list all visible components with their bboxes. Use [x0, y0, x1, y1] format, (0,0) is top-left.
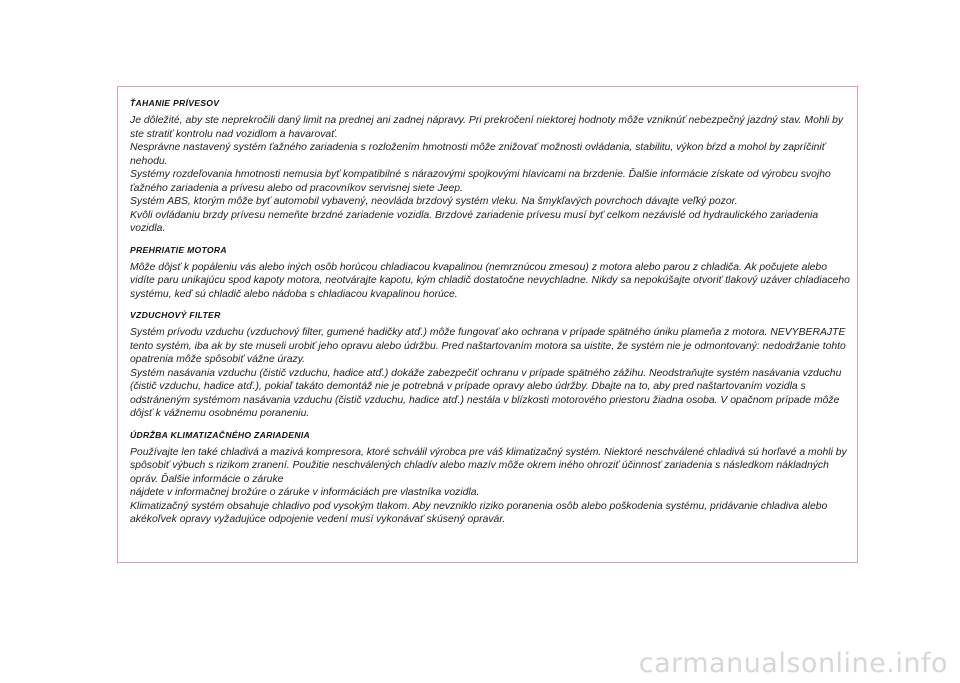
- paragraph: Kvôli ovládaniu brzdy prívesu nemeňte brzdné zariadenie vozidla. Brzdové zariadenie prívesu musí byť celkom nezávislé od hydraulického zariadenia vozidla.: [130, 209, 819, 234]
- paragraph: Systémy rozdeľovania hmotnosti nemusia byť kompatibilné s nárazovými spojkovými hlavicami na brzdenie. Ďalšie informácie získate od výrobcu svojho ťažného zariadenia a prívesu alebo od pracovníkov servisnej siete Jeep.: [130, 169, 831, 194]
- paragraph: Klimatizačný systém obsahuje chladivo pod vysokým tlakom. Aby nevzniklo riziko poranenia osôb alebo poškodenia systému, pridávanie chladiva alebo akékoľvek opravy vyžadujúce odpojenie vedení musí vykonávať skúsený opravár.: [130, 500, 828, 525]
- section-title: ÚDRŽBA KLIMATIZAČNÉHO ZARIADENIA: [130, 429, 311, 440]
- watermark: carmanualsonline.info: [638, 648, 948, 679]
- paragraph: Nesprávne nastavený systém ťažného zariadenia s rozložením hmotnosti môže znižovať možnosti ovládania, stabilitu, výkon bŕzd a mohol by zapríčiniť nehodu.: [130, 142, 826, 167]
- paragraph: Systém ABS, ktorým môže byť automobil vybavený, neovláda brzdový systém vleku. Na šmykľavých povrchoch dávajte veľký pozor.: [130, 196, 738, 207]
- paragraph: Systém prívodu vzduchu (vzduchový filter, gumené hadičky atď.) môže fungovať ako ochrana v prípade spätného úniku plameňa z motora. NEVYBERAJTE tento systém, iba ak by ste museli urobiť jeho opravu alebo údržbu. Pred naštartovaním motora sa uistite, že systém nie je odmontovaný: nedodržanie tohto opatrenia môže spôsobiť vážne úrazy.: [130, 327, 846, 365]
- section-title: VZDUCHOVÝ FILTER: [130, 310, 221, 320]
- section-trailer-towing: [130, 97, 851, 236]
- paragraph: Môže dôjsť k popáleniu vás alebo iných osôb horúcou chladiacou kvapalinou (nemrznúcou zmesou) z motora alebo parou z chladiča. Ak počujete alebo vidíte paru unikajúcu spod kapoty motora, neotvárajte kapotu, kým chladič dostatočne nevychladne. Nikdy sa nepokúšajte otvoriť tlakový uzáver chladiaceho systému, keď sú chladič alebo nádoba s chladiacou kvapalinou horúce.: [130, 261, 850, 300]
- paragraph: Je dôležité, aby ste neprekročili daný limit na prednej ani zadnej nápravy. Pri prekročení niektorej hodnoty môže vzniknúť nebezpečný jazdný stav. Mohli by ste stratiť kontrolu nad vozidlom a havarovať.: [130, 115, 844, 140]
- section-air-filter: [130, 309, 851, 421]
- section-air-conditioning-maintenance: [130, 429, 851, 527]
- section-title: ŤAHANIE PRÍVESOV: [130, 98, 220, 108]
- warning-box: [117, 86, 858, 563]
- paragraph: nájdete v informačnej brožúre o záruke v informáciách pre vlastníka vozidla.: [130, 487, 480, 498]
- section-engine-overheating: [130, 244, 851, 302]
- paragraph: Používajte len také chladivá a mazivá kompresora, ktoré schválil výrobca pre váš klimatizačný systém. Niektoré neschválené chladivá sú horľavé a mohli by spôsobiť výbuch s rizikom zranení. Použitie neschválených chladív alebo mazív môže okrem iného ohroziť účinnosť zariadenia s následkom nákladných opráv. Ďalšie informácie o záruke: [130, 446, 847, 485]
- paragraph: Systém nasávania vzduchu (čistič vzduchu, hadice atď.) dokáže zabezpečiť ochranu v prípade spätného zážihu. Neodstraňujte systém nasávania vzduchu (čistič vzduchu, hadice atď.), pokiaľ takáto demontáž nie je potrebná v prípade opravy alebo údržby. Dbajte na to, aby pred naštartovaním vozidla s odstráneným systémom nasávania vzduchu (čistič vzduchu, hadice atď.) nestála v blízkosti motorového priestoru žiadna osoba. V opačnom prípade môže dôjsť k vážnemu osobnému poraneniu.: [130, 367, 842, 419]
- section-title: PREHRIATIE MOTORA: [130, 244, 227, 255]
